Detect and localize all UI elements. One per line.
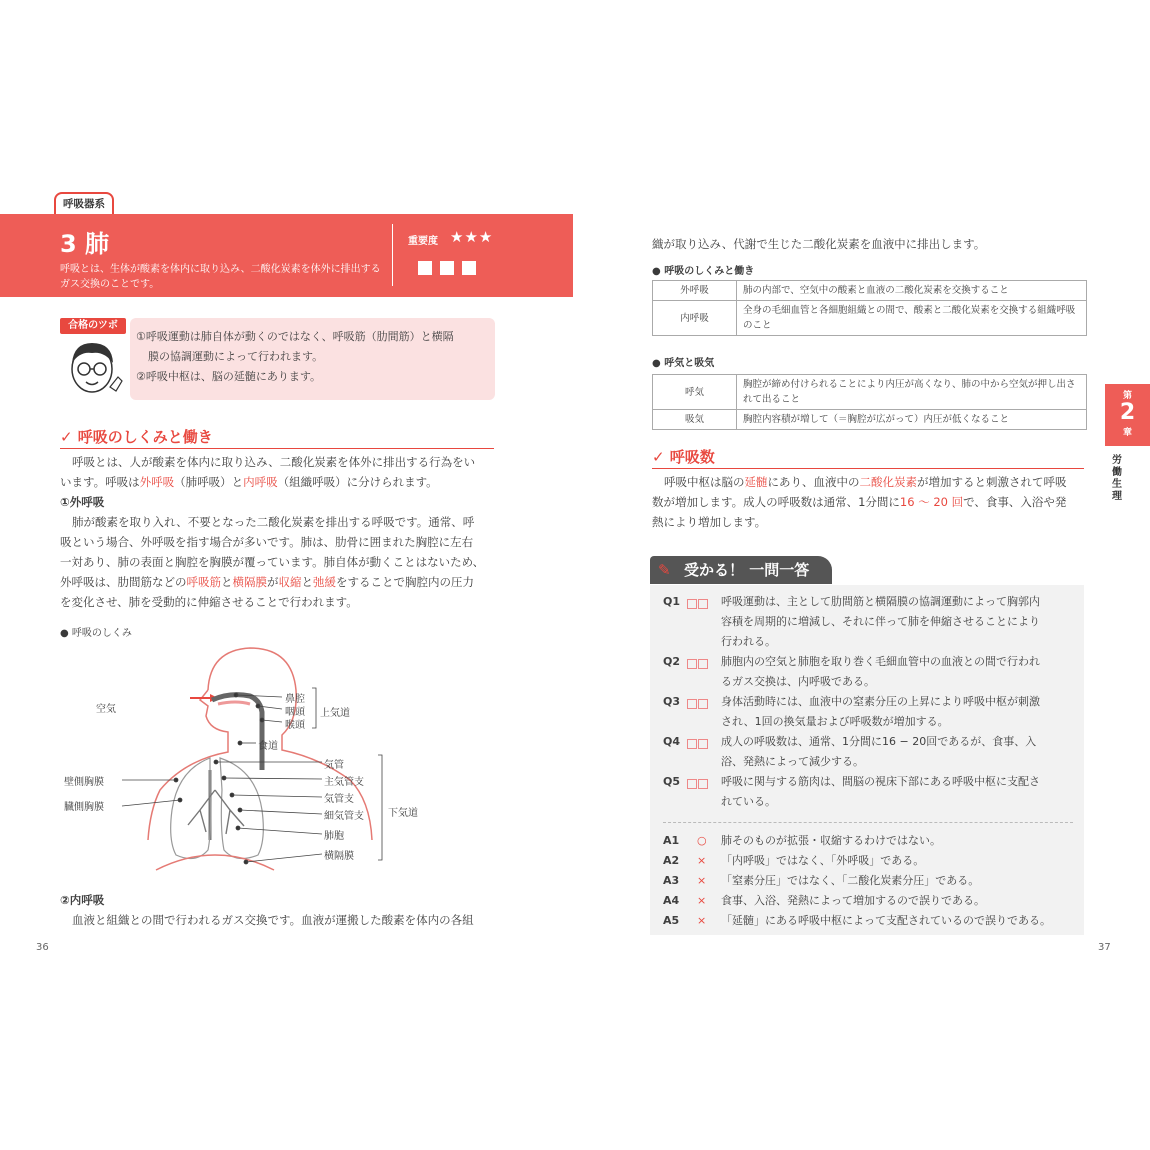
page-title: 3 肺 — [60, 230, 110, 258]
label-pharynx: 咽頭 — [285, 707, 305, 718]
subheading-outer: ①外呼吸 — [60, 495, 105, 509]
label-parietal-pleura: 壁側胸膜 — [64, 777, 104, 788]
answer-checkboxes — [687, 776, 709, 796]
continuation-line: 織が取り込み、代謝で生じた二酸化炭素を血液中に排出します。 — [652, 237, 986, 251]
subheading-inner: ②内呼吸 — [60, 893, 105, 907]
section-heading-rate: ✓ 呼吸数 — [652, 448, 715, 466]
body-line: 熱により増加します。 — [652, 515, 767, 529]
answer-checkboxes — [687, 696, 709, 716]
table-row: 内呼吸 全身の毛細血管と各細胞組織との間で、酸素と二酸化炭素を交換する組織呼吸のこと — [653, 301, 1087, 336]
answer-checkboxes — [687, 656, 709, 676]
body-line: 呼吸中枢は脳の延髄にあり、血液中の二酸化炭素が増加すると刺激されて呼吸 — [664, 475, 1067, 489]
label-esophagus: 食道 — [258, 741, 278, 752]
term-inner-respiration: 内呼吸 — [243, 475, 278, 489]
tips-line: ①呼吸運動は肺自体が動くのではなく、呼吸筋（肋間筋）と横隔 — [136, 330, 454, 343]
category-tab: 呼吸器系 — [54, 192, 114, 214]
check-icon: ✓ — [652, 448, 670, 466]
section-rule — [652, 468, 1084, 469]
tips-line: ②呼吸中枢は、脳の延髄にあります。 — [136, 370, 321, 383]
tips-label: 合格のツボ — [60, 318, 126, 334]
pencil-icon: ✎ — [658, 561, 671, 579]
banner-divider — [392, 224, 393, 286]
label-upper-airway: 上気道 — [320, 708, 350, 719]
table-exhale-inhale — [652, 374, 1087, 430]
study-checkbox[interactable] — [418, 261, 432, 275]
answer-checkboxes — [687, 736, 709, 756]
label-nasal-cavity: 鼻腔 — [285, 694, 305, 705]
body-line: 一対あり、肺の表面と胸腔を胸膜が覆っています。肺自体が動くことはないため、 — [60, 555, 485, 569]
study-checkboxes — [418, 260, 484, 279]
title-banner — [0, 214, 573, 297]
label-bronchiole: 細気管支 — [324, 811, 364, 822]
body-line: 吸という場合、外呼吸を指す場合が多いです。肺は、肋骨に囲まれた胸腔に左右 — [60, 535, 474, 549]
tips-text — [136, 327, 491, 387]
table-row: 外呼吸 肺の内部で、空気中の酸素と血液の二酸化炭素を交換すること — [653, 281, 1087, 301]
section-heading-mechanism: ✓ 呼吸のしくみと働き — [60, 428, 213, 446]
diagram-caption: ● 呼吸のしくみ — [60, 628, 132, 639]
study-checkbox[interactable] — [440, 261, 454, 275]
section-rule — [60, 448, 494, 449]
qa-title: ✎ 受かる！ 一問一答 — [650, 556, 832, 584]
label-diaphragm: 横隔膜 — [324, 851, 354, 862]
body-line: 外呼吸は、肋間筋などの呼吸筋と横隔膜が収縮と弛緩をすることで胸腔内の圧力 — [60, 575, 474, 589]
study-checkbox[interactable] — [462, 261, 476, 275]
check-icon: ✓ — [60, 428, 78, 446]
section2-body — [652, 472, 1092, 532]
table-respiration-types — [652, 280, 1087, 336]
page-number: 37 — [1098, 942, 1111, 953]
importance-label: 重要度 — [408, 236, 438, 247]
lead-text: 呼吸とは、生体が酸素を体内に取り込み、二酸化炭素を体外に排出するガス交換のことです。 — [60, 264, 381, 290]
sub2-body — [60, 890, 500, 930]
table-row: 呼気 胸腔が締め付けられることにより内圧が高くなり、肺の中から空気が押し出されて出ること — [653, 375, 1087, 410]
tips-line: 膜の協調運動によって行われます。 — [148, 350, 324, 363]
table-row: 吸気 胸腔内容積が増して（＝胸腔が広がって）内圧が低くなること — [653, 410, 1087, 430]
label-trachea: 気管 — [324, 760, 344, 771]
body-line: 血液と組織との間で行われるガス交換です。血液が運搬した酸素を体内の各組 — [72, 913, 474, 927]
answer-checkboxes — [687, 596, 709, 616]
qa-divider — [663, 822, 1073, 823]
label-larynx: 喉頭 — [285, 720, 305, 731]
body-line: います。呼吸は外呼吸（肺呼吸）と内呼吸（組織呼吸）に分けられます。 — [60, 475, 438, 489]
label-visceral-pleura: 臓側胸膜 — [64, 802, 104, 813]
chapter-name: 労働生理 — [1112, 455, 1122, 502]
label-lower-airway: 下気道 — [388, 808, 418, 819]
section1-body — [60, 452, 500, 612]
label-alveoli: 肺胞 — [324, 831, 344, 842]
body-line: 呼吸とは、人が酸素を体内に取り込み、二酸化炭素を体外に排出する行為をい — [72, 455, 476, 469]
label-main-bronchus: 主気管支 — [324, 777, 364, 788]
table2-caption: ● 呼気と吸気 — [652, 358, 715, 369]
page-number: 36 — [36, 942, 49, 953]
term-outer-respiration: 外呼吸 — [139, 475, 175, 489]
respiratory-diagram — [60, 640, 500, 890]
importance-stars: ★★★ — [450, 228, 494, 246]
teacher-illustration-icon — [60, 337, 128, 399]
body-line: 肺が酸素を取り入れ、不要となった二酸化炭素を排出する呼吸です。通常、呼 — [72, 515, 475, 529]
label-air: 空気 — [96, 704, 116, 715]
label-bronchus: 気管支 — [324, 794, 354, 805]
table1-caption: ● 呼吸のしくみと働き — [652, 266, 755, 277]
body-line: 数が増加します。成人の呼吸数は通常、1分間に16 〜 20 回で、食事、入浴や発 — [652, 495, 1067, 509]
body-line: を変化させ、肺を受動的に伸縮させることで行われます。 — [60, 595, 358, 609]
chapter-tab: 第 2 章 — [1105, 384, 1150, 446]
